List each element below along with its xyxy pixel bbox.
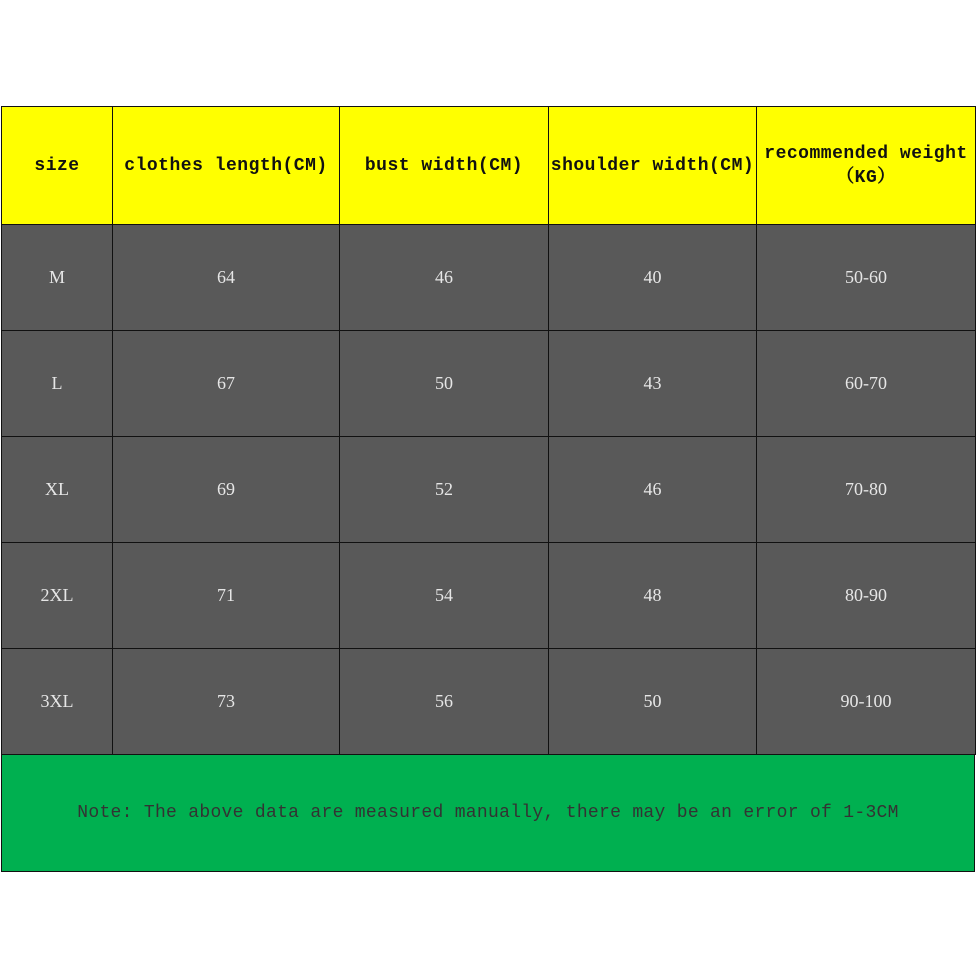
cell-bust-width: 56 [340, 649, 549, 755]
cell-shoulder-width: 48 [549, 543, 757, 649]
cell-recommended-weight: 60-70 [757, 331, 976, 437]
table-row [2, 543, 976, 649]
header-shoulder-width: shoulder width(CM) [549, 107, 757, 225]
cell-size: L [2, 331, 113, 437]
cell-size: M [2, 225, 113, 331]
cell-shoulder-width: 46 [549, 437, 757, 543]
cell-bust-width: 52 [340, 437, 549, 543]
header-row [2, 107, 976, 225]
cell-shoulder-width: 40 [549, 225, 757, 331]
cell-clothes-length: 71 [113, 543, 340, 649]
measurement-note [1, 755, 975, 872]
note-text: Note: The above data are measured manually, there may be an error of 1-3CM [77, 803, 899, 823]
cell-size: 2XL [2, 543, 113, 649]
cell-size: 3XL [2, 649, 113, 755]
cell-clothes-length: 64 [113, 225, 340, 331]
cell-recommended-weight: 70-80 [757, 437, 976, 543]
size-chart [1, 106, 975, 872]
header-recommended-weight: recommended weight （KG） [757, 107, 976, 225]
cell-size: XL [2, 437, 113, 543]
cell-recommended-weight: 50-60 [757, 225, 976, 331]
table-row [2, 225, 976, 331]
cell-bust-width: 50 [340, 331, 549, 437]
cell-recommended-weight: 80-90 [757, 543, 976, 649]
cell-shoulder-width: 50 [549, 649, 757, 755]
cell-clothes-length: 69 [113, 437, 340, 543]
table-row [2, 437, 976, 543]
cell-shoulder-width: 43 [549, 331, 757, 437]
size-table [1, 106, 976, 755]
cell-recommended-weight: 90-100 [757, 649, 976, 755]
header-bust-width: bust width(CM) [340, 107, 549, 225]
table-row [2, 331, 976, 437]
cell-bust-width: 46 [340, 225, 549, 331]
header-size: size [2, 107, 113, 225]
cell-clothes-length: 73 [113, 649, 340, 755]
cell-bust-width: 54 [340, 543, 549, 649]
cell-clothes-length: 67 [113, 331, 340, 437]
header-clothes-length: clothes length(CM) [113, 107, 340, 225]
table-row [2, 649, 976, 755]
